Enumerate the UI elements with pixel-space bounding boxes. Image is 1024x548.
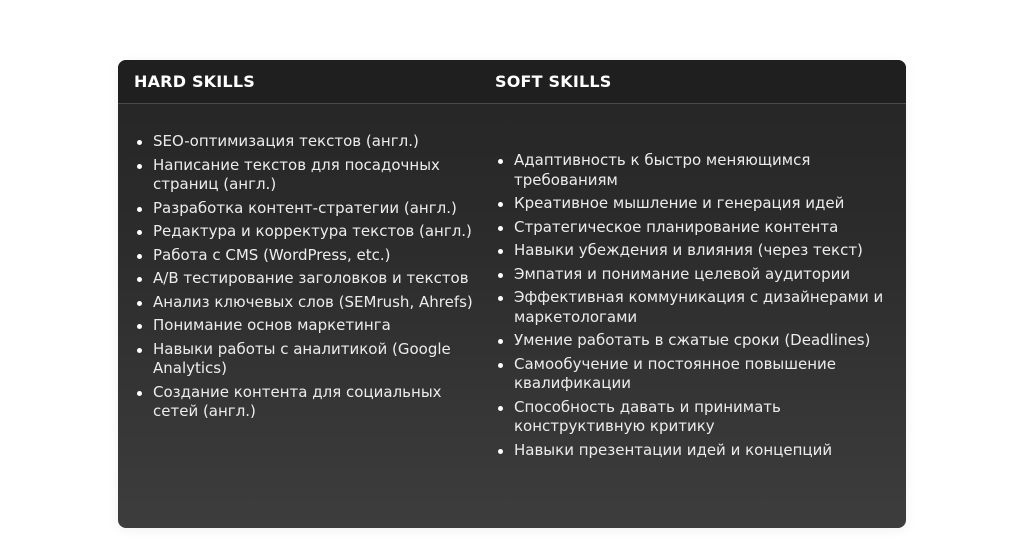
list-item (495, 151, 890, 190)
skills-card (118, 60, 906, 528)
bullet-icon (137, 164, 142, 169)
bullet-icon (498, 406, 503, 411)
bullet-icon (498, 363, 503, 368)
list-item (495, 441, 890, 461)
skill-text: Понимание основ маркетинга (153, 316, 391, 334)
skill-text: Анализ ключевых слов (SEMrush, Ahrefs) (153, 292, 473, 311)
bullet-icon (137, 391, 142, 396)
skill-text: Написание текстов для посадочных страниц (англ.) (153, 155, 440, 193)
skill-text: Креативное мышление и генерация идей (514, 194, 845, 212)
bullet-icon (498, 296, 503, 301)
list-item (495, 355, 890, 394)
skill-text: Разработка контент-стратегии (англ.) (153, 198, 457, 217)
bullet-icon (137, 140, 142, 145)
list-item (495, 218, 890, 238)
soft-skills-list (495, 151, 890, 464)
list-item (134, 246, 474, 266)
bullet-icon (498, 202, 503, 207)
list-item (495, 241, 890, 261)
skill-text: Работа с CMS (WordPress, etc.) (153, 245, 391, 264)
bullet-icon (137, 348, 142, 353)
list-item (134, 156, 474, 195)
skill-text: Стратегическое планирование контента (514, 217, 839, 236)
bullet-icon (498, 249, 503, 254)
list-item (134, 316, 474, 336)
bullet-icon (498, 159, 503, 164)
hard-skills-list (134, 132, 474, 426)
list-item (134, 132, 474, 152)
list-item (495, 398, 890, 437)
bullet-icon (137, 230, 142, 235)
bullet-icon (137, 277, 142, 282)
list-item (495, 288, 890, 327)
skill-text: Создание контента для социальных сетей (англ.) (153, 382, 442, 420)
bullet-icon (498, 273, 503, 278)
skill-text: Умение работать в сжатые сроки (Deadlines) (514, 331, 871, 349)
list-item (134, 222, 474, 242)
skill-text: Эмпатия и понимание целевой аудитории (514, 264, 851, 283)
bullet-icon (137, 207, 142, 212)
skill-text: A/B тестирование заголовков и текстов (153, 269, 469, 287)
list-item (134, 293, 474, 313)
skill-text: Способность давать и принимать конструктивную критику (514, 397, 781, 435)
bullet-icon (498, 449, 503, 454)
bullet-icon (137, 254, 142, 259)
skill-text: Навыки презентации идей и концепций (514, 440, 833, 459)
skill-text: Эффективная коммуникация с дизайнерами и маркетологами (514, 288, 884, 326)
list-item (134, 383, 474, 422)
skill-text: Навыки работы с аналитикой (Google Analytics) (153, 339, 451, 377)
skill-text: SEO-оптимизация текстов (англ.) (153, 132, 419, 150)
skill-text: Адаптивность к быстро меняющимся требованиям (514, 151, 811, 189)
list-item (495, 265, 890, 285)
list-item (134, 199, 474, 219)
card-header (118, 60, 906, 104)
soft-skills-title: SOFT SKILLS (495, 72, 612, 91)
hard-skills-title: HARD SKILLS (134, 72, 255, 91)
list-item (134, 340, 474, 379)
list-item (495, 194, 890, 214)
bullet-icon (498, 339, 503, 344)
bullet-icon (137, 301, 142, 306)
skill-text: Навыки убеждения и влияния (через текст) (514, 241, 863, 259)
skill-text: Самообучение и постоянное повышение квалификации (514, 354, 836, 392)
skill-text: Редактура и корректура текстов (англ.) (153, 222, 472, 240)
list-item (495, 331, 890, 351)
bullet-icon (137, 324, 142, 329)
list-item (134, 269, 474, 289)
bullet-icon (498, 226, 503, 231)
